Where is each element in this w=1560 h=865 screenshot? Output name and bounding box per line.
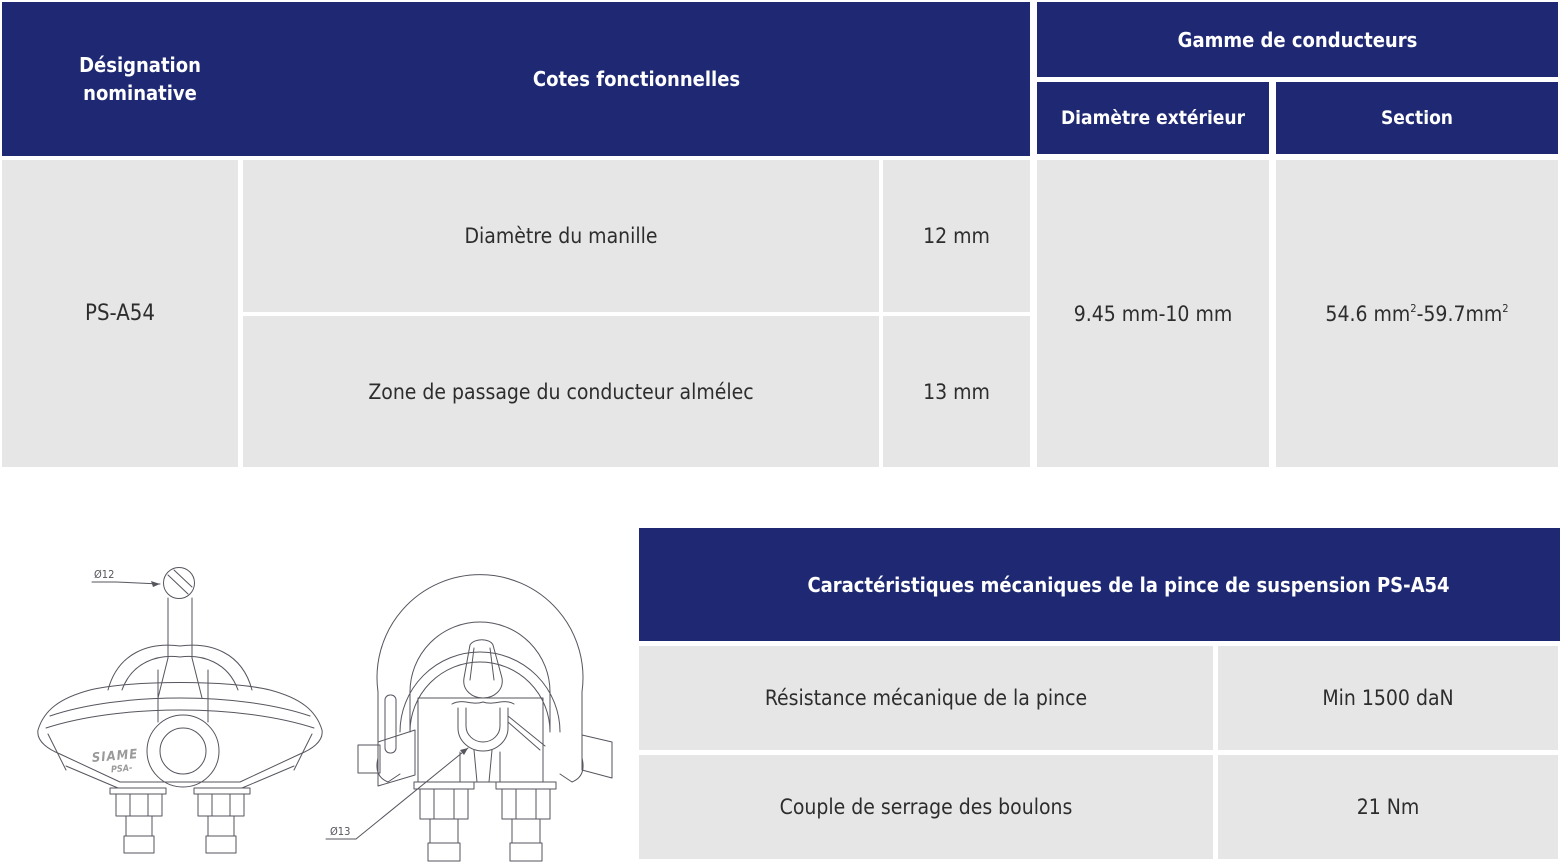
dia12-label: Ø12	[94, 568, 115, 581]
eye-hole-circle	[160, 728, 206, 774]
cell-designation-value: PS-A54	[2, 160, 238, 467]
header-cotes-fonctionnelles: Cotes fonctionnelles	[243, 2, 1030, 156]
technical-drawing	[0, 520, 640, 865]
pin-section-circle	[164, 568, 195, 599]
drawing-front-view	[326, 575, 612, 861]
embossed-brand-text: SIAME	[91, 746, 139, 766]
section-range-text: 54.6 $mm^2-59.7mm^2$	[1325, 301, 1509, 326]
cell-row2-label: Zone de passage du conducteur almélec	[243, 316, 879, 467]
header-gamme-conducteurs: Gamme de conducteurs	[1037, 2, 1558, 77]
dia13-label: Ø13	[330, 825, 351, 838]
front-view-bolts	[420, 789, 550, 861]
cell-row1-value: 12 mm	[883, 160, 1030, 312]
side-view-bolts	[116, 794, 244, 853]
cell-diameter-range: 9.45 mm-10 mm	[1037, 160, 1269, 467]
subheader-diametre-exterieur: Diamètre extérieur	[1037, 82, 1269, 154]
drawing-side-view	[38, 568, 322, 854]
header-designation: Désignation nominative	[2, 2, 278, 156]
cell-row2-value: 13 mm	[883, 316, 1030, 467]
cell-mech-row1-value: Min 1500 daN	[1218, 646, 1558, 750]
embossed-model-text: PSA-	[110, 763, 133, 776]
cell-mech-row1-label: Résistance mécanique de la pince	[639, 646, 1213, 750]
header-mechanical-characteristics: Caractéristiques mécaniques de la pince de suspension PS-A54	[639, 528, 1560, 641]
cell-row1-label: Diamètre du manille	[243, 160, 879, 312]
subheader-section: Section	[1276, 82, 1558, 154]
cell-mech-row2-label: Couple de serrage des boulons	[639, 755, 1213, 859]
eye-outer-circle	[147, 715, 219, 787]
cell-mech-row2-value: 21 Nm	[1218, 755, 1558, 859]
shackle-outer-arc	[377, 575, 583, 692]
cell-section-range	[1276, 160, 1558, 467]
